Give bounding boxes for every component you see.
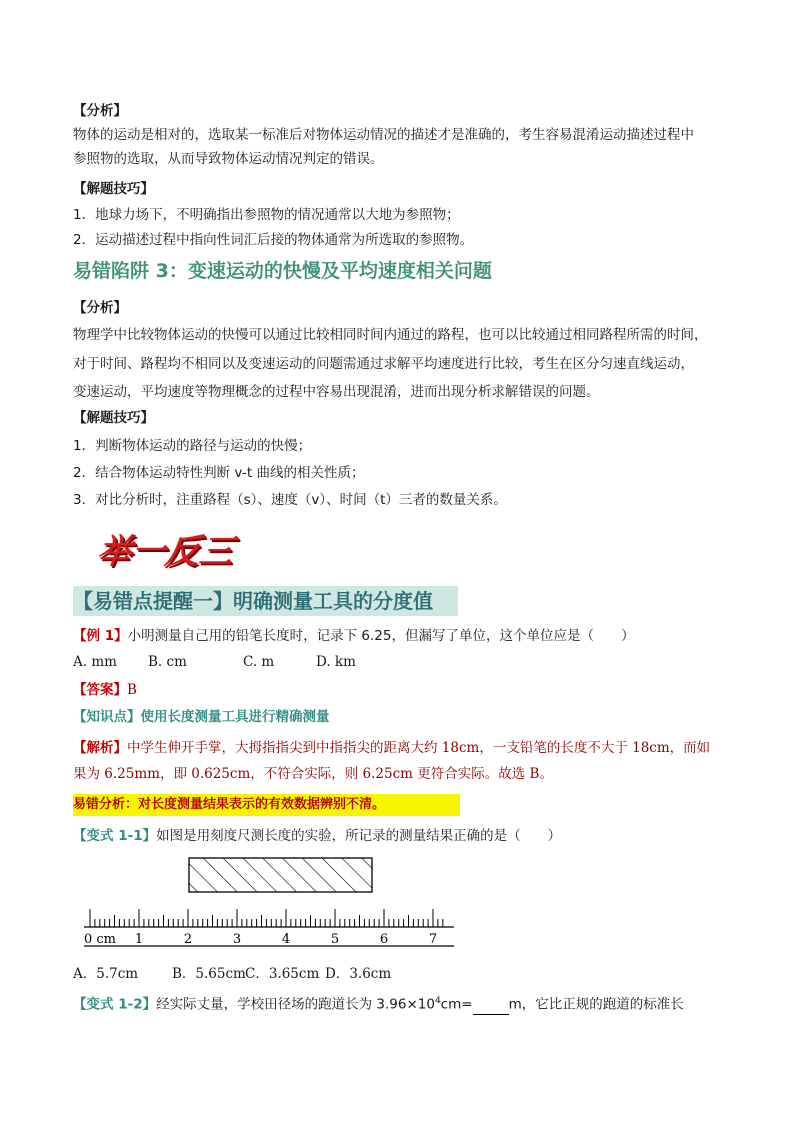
ruler-tick-label: 1 xyxy=(134,932,144,947)
analysis-line: 变速运动，平均速度等物理概念的过程中容易出现混淆，进而出现分析求解错误的问题。 xyxy=(73,384,600,400)
answer-label: 【答案】 xyxy=(73,682,127,698)
variant1-option-c: C．3.65cm xyxy=(245,966,320,982)
ruler-tick-label: 5 xyxy=(330,932,340,947)
variant2-exponent: 4 xyxy=(434,996,441,1006)
answer-line xyxy=(73,680,137,700)
analysis-line: 物理学中比较物体运动的快慢可以通过比较相同时间内通过的路程，也可以比较通过相同路程所需的时间， xyxy=(73,327,708,343)
kp-text: 使用长度测量工具进行精确测量 xyxy=(140,709,330,725)
measured-block xyxy=(189,858,372,892)
explain-line-1 xyxy=(73,738,710,758)
explain-label: 【解析】 xyxy=(73,740,127,756)
knowledge-point-line xyxy=(73,707,330,727)
analysis-line: 对于时间、路程均不相同以及变速运动的问题需通过求解平均速度进行比较，考生在区分匀速直线运动， xyxy=(73,356,694,372)
option-d: D. km xyxy=(316,654,356,670)
tip-line: 2．运动描述过程中指向性词汇后接的物体通常为所选取的参照物。 xyxy=(73,232,474,248)
ruler-tick-label: 2 xyxy=(183,932,193,947)
option-a: A. mm xyxy=(73,654,117,670)
kp-label: 【知识点】 xyxy=(73,709,141,725)
answer-blank[interactable] xyxy=(473,1000,509,1015)
option-c: C. m xyxy=(243,654,275,670)
ruler-tick-label: 4 xyxy=(281,932,291,947)
tip-line: 2．结合物体运动特性判断 v-t 曲线的相关性质； xyxy=(73,465,365,481)
variant2-line xyxy=(73,991,684,1015)
variant1-option-d: D．3.6cm xyxy=(325,966,392,982)
ruler-tick-labels xyxy=(84,932,437,947)
example-label: 【例 1】 xyxy=(73,628,128,644)
option-b: B. cm xyxy=(148,654,187,670)
ruler-tick-label: 3 xyxy=(232,932,242,947)
variant1-option-b: B．5.65cm xyxy=(172,966,246,982)
tip-line: 1．地球力场下，不明确指出参照物的情况通常以大地为参照物； xyxy=(73,207,460,223)
ruler-ticks xyxy=(90,909,443,927)
tip-line: 3．对比分析时，注重路程（s）、速度（v）、时间（t）三者的数量关系。 xyxy=(73,492,507,508)
variant1-option-a: A．5.7cm xyxy=(73,966,139,982)
ruler-tick-label: 6 xyxy=(379,932,389,947)
analysis-heading-2: 【分析】 xyxy=(73,300,127,316)
analysis-line: 参照物的选取，从而导致物体运动情况判定的错误。 xyxy=(73,151,384,167)
example1-question-line xyxy=(73,626,634,646)
section-banner: 【易错点提醒一】明确测量工具的分度值 xyxy=(73,586,458,616)
variant1-question-line xyxy=(73,826,561,846)
error-analysis-note: 易错分析：对长度测量结果表示的有效数据辨别不清。 xyxy=(73,794,460,816)
example-question: 小明测量自己用的铅笔长度时，记录下 6.25，但漏写了单位，这个单位应是（ ） xyxy=(127,628,635,644)
variant2-text-before: 经实际丈量，学校田径场的跑道长为 3.96×10 xyxy=(156,996,435,1013)
trap3-title: 易错陷阱 3：变速运动的快慢及平均速度相关问题 xyxy=(73,260,492,282)
section-logo: 举一反三 xyxy=(94,532,237,572)
ruler-tick-label: 7 xyxy=(428,932,438,947)
ruler-tick-label: 0 cm xyxy=(84,932,117,947)
variant2-text-after: m，它比正规的跑道的标准长 xyxy=(508,996,684,1013)
variant2-text-mid: cm= xyxy=(440,996,473,1013)
answer-value: B xyxy=(127,682,137,698)
analysis-line: 物体的运动是相对的，选取某一标准后对物体运动情况的描述才是准确的，考生容易混淆运动描述过程中 xyxy=(73,127,694,143)
ruler-figure xyxy=(82,856,460,952)
tip-line: 1．判断物体运动的路径与运动的快慢； xyxy=(73,438,312,454)
explain-line-2: 果为 6.25mm，即 0.625cm，不符合实际，则 6.25cm 更符合实际。故选 B。 xyxy=(73,766,553,782)
variant2-label: 【变式 1-2】 xyxy=(73,996,157,1013)
variant1-question: 如图是用刻度尺测长度的实验，所记录的测量结果正确的是（ ） xyxy=(156,828,562,844)
analysis-heading-1: 【分析】 xyxy=(73,103,127,119)
tips-heading-2: 【解题技巧】 xyxy=(73,410,154,426)
variant1-label: 【变式 1-1】 xyxy=(73,828,157,844)
tips-heading-1: 【解题技巧】 xyxy=(73,181,154,197)
explain-text: 中学生伸开手掌，大拇指指尖到中指指尖的距离大约 18cm，一支铅笔的长度不大于 18cm，而如 xyxy=(127,740,711,756)
